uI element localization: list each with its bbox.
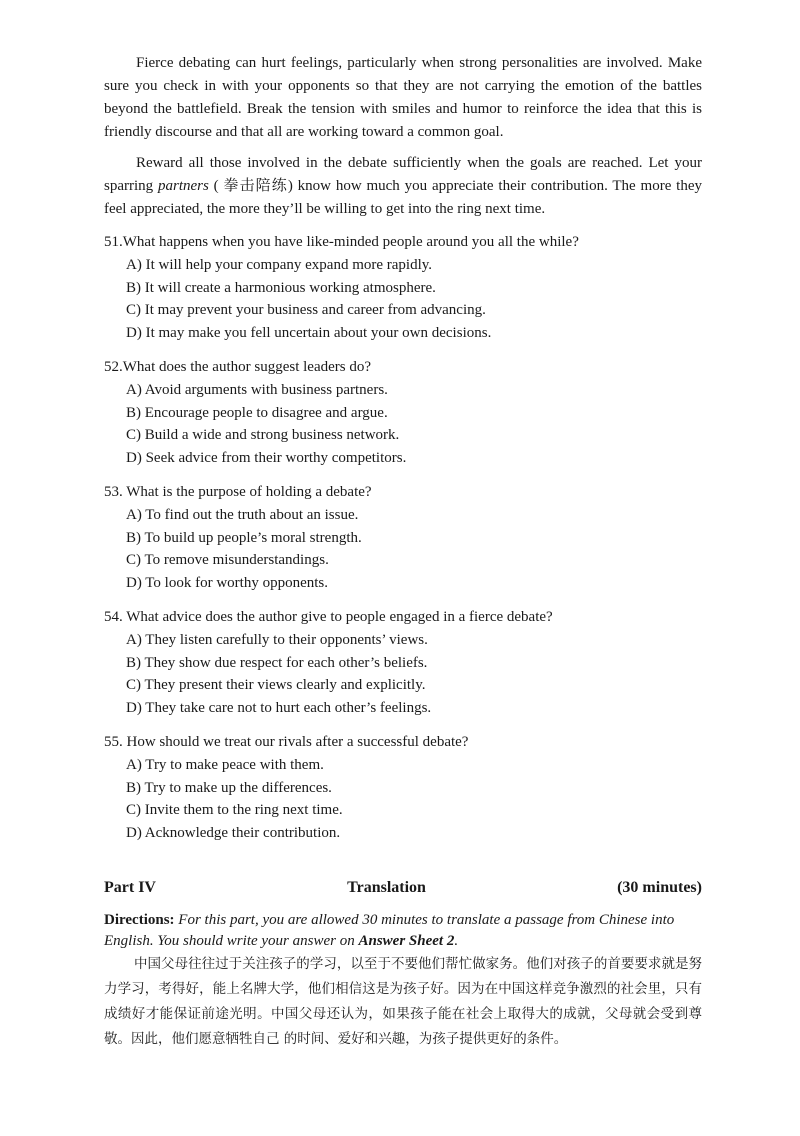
question-55 bbox=[104, 731, 702, 844]
part-title: Translation bbox=[347, 879, 426, 896]
option-b: B) They show due respect for each other’s beliefs. bbox=[126, 654, 428, 671]
part-label: Part IV bbox=[104, 879, 156, 896]
question-stem: 55. How should we treat our rivals after a successful debate? bbox=[104, 734, 469, 750]
option-d: D) They take care not to hurt each other’s feelings. bbox=[126, 699, 432, 716]
part-iv-header bbox=[104, 876, 702, 900]
passage-paragraph-1: Fierce debating can hurt feelings, particularly when strong personalities are involved. Make sure you check in with your opponents so that they are not carrying the emotion of the battles beyond the battlefield. Break the tension with smiles and humor to reinforce the idea that this is friendly discourse and that all are working toward a common goal. bbox=[104, 55, 702, 140]
part-time: (30 minutes) bbox=[617, 879, 702, 896]
question-stem: 53. What is the purpose of holding a debate? bbox=[104, 484, 372, 500]
option-d: D) It may make you fell uncertain about your own decisions. bbox=[126, 324, 492, 341]
question-53 bbox=[104, 481, 702, 594]
option-a: A) Avoid arguments with business partners. bbox=[126, 382, 388, 398]
option-b: B) To build up people’s moral strength. bbox=[126, 529, 362, 546]
option-c: C) They present their views clearly and explicitly. bbox=[126, 677, 426, 693]
option-b: B) Try to make up the differences. bbox=[126, 779, 332, 796]
option-c: C) It may prevent your business and career from advancing. bbox=[126, 302, 486, 318]
directions-text: For this part, you are allowed 30 minutes to translate a passage from Chinese into English. You should write your answer on bbox=[104, 912, 675, 949]
question-52 bbox=[104, 356, 702, 469]
chinese-passage: 中国父母往往过于关注孩子的学习，以至于不要他们帮忙做家务。他们对孩子的首要要求就是努力学习，考得好，能上名牌大学，他们相信这是为孩子好。因为在中国这样竞争激烈的社会里，只有成绩好才能保证前途光明。中国父母还认为，如果孩子能在社会上取得大的成就，父母就会受到尊敬。因此，他们愿意牺牲自己 的时间、爱好和兴趣，为孩子提供更好的条件。 bbox=[104, 956, 702, 1047]
question-stem: 51.What happens when you have like-minded people around you all the while? bbox=[104, 234, 579, 250]
question-list bbox=[104, 231, 702, 844]
option-d: D) Seek advice from their worthy competitors. bbox=[126, 449, 407, 466]
answer-sheet-label: Answer Sheet 2 bbox=[358, 933, 455, 949]
option-a: A) They listen carefully to their opponents’ views. bbox=[126, 632, 428, 648]
question-54 bbox=[104, 606, 702, 719]
option-d: D) To look for worthy opponents. bbox=[126, 574, 328, 591]
option-c: C) Invite them to the ring next time. bbox=[126, 802, 343, 818]
option-d: D) Acknowledge their contribution. bbox=[126, 824, 341, 841]
passage-paragraph-2-text-before: Reward all those involved in the debate sufficiently when the goals are reached. Let your sparring bbox=[104, 155, 702, 194]
passage-paragraph-2-text-after: ( 拳击陪练) know how much you appreciate their contribution. The more they feel appreciated, the more they’ll be willing to get into the ring next time. bbox=[104, 178, 703, 217]
question-stem: 52.What does the author suggest leaders do? bbox=[104, 359, 372, 375]
page-content bbox=[104, 52, 702, 1052]
option-a: A) It will help your company expand more rapidly. bbox=[126, 257, 433, 273]
option-a: A) To find out the truth about an issue. bbox=[126, 507, 359, 523]
directions-label: Directions: bbox=[104, 912, 175, 928]
directions bbox=[104, 910, 702, 952]
option-a: A) Try to make peace with them. bbox=[126, 757, 324, 773]
option-c: C) Build a wide and strong business network. bbox=[126, 427, 400, 443]
question-stem: 54. What advice does the author give to people engaged in a fierce debate? bbox=[104, 609, 553, 625]
question-51 bbox=[104, 231, 702, 344]
option-b: B) It will create a harmonious working atmosphere. bbox=[126, 279, 436, 296]
passage-paragraph-2 bbox=[104, 152, 702, 221]
option-c: C) To remove misunderstandings. bbox=[126, 552, 329, 568]
option-b: B) Encourage people to disagree and argue. bbox=[126, 404, 388, 421]
partners-italic: partners bbox=[158, 178, 209, 194]
directions-end: . bbox=[454, 933, 459, 949]
